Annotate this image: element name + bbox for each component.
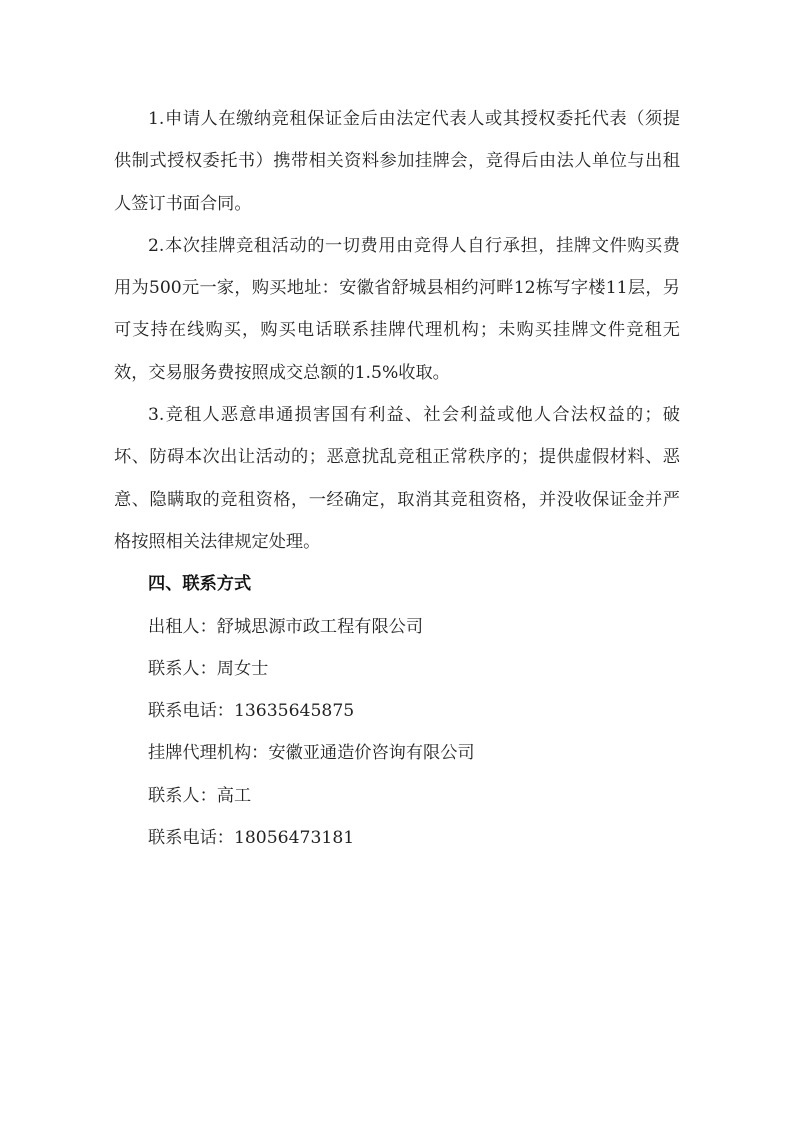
rule-item-1: 1.申请人在缴纳竞租保证金后由法定代表人或其授权委托代表（须提供制式授权委托书）携带相关资料参加挂牌会，竞得后由法人单位与出租人签订书面合同。	[114, 109, 680, 214]
lessor-line: 出租人：舒城思源市政工程有限公司	[148, 616, 424, 637]
agency-contact-line: 联系人：高工	[148, 785, 252, 806]
lessor-phone-line: 联系电话：13635645875	[148, 701, 355, 722]
agency-phone-line: 联系电话：18056473181	[148, 828, 355, 849]
rule-item-2: 2.本次挂牌竞租活动的一切费用由竞得人自行承担，挂牌文件购买费用为500元一家，购买地址：安徽省舒城县相约河畔12栋写字楼11层，另可支持在线购买，购买电话联系挂牌代理机构；未购买挂牌文件竞租无效，交易服务费按照成交总额的1.5%收取。	[114, 235, 680, 383]
document-page	[114, 98, 680, 859]
contact-heading: 四、联系方式	[148, 574, 252, 595]
agency-line: 挂牌代理机构：安徽亚通造价咨询有限公司	[148, 743, 475, 764]
lessor-contact-line: 联系人：周女士	[148, 658, 269, 679]
rule-item-3: 3.竞租人恶意串通损害国有利益、社会利益或他人合法权益的；破坏、防碍本次出让活动的；恶意扰乱竞租正常秩序的；提供虚假材料、恶意、隐瞒取的竞租资格，一经确定，取消其竞租资格，并没收保证金并严格按照相关法律规定处理。	[114, 405, 680, 552]
